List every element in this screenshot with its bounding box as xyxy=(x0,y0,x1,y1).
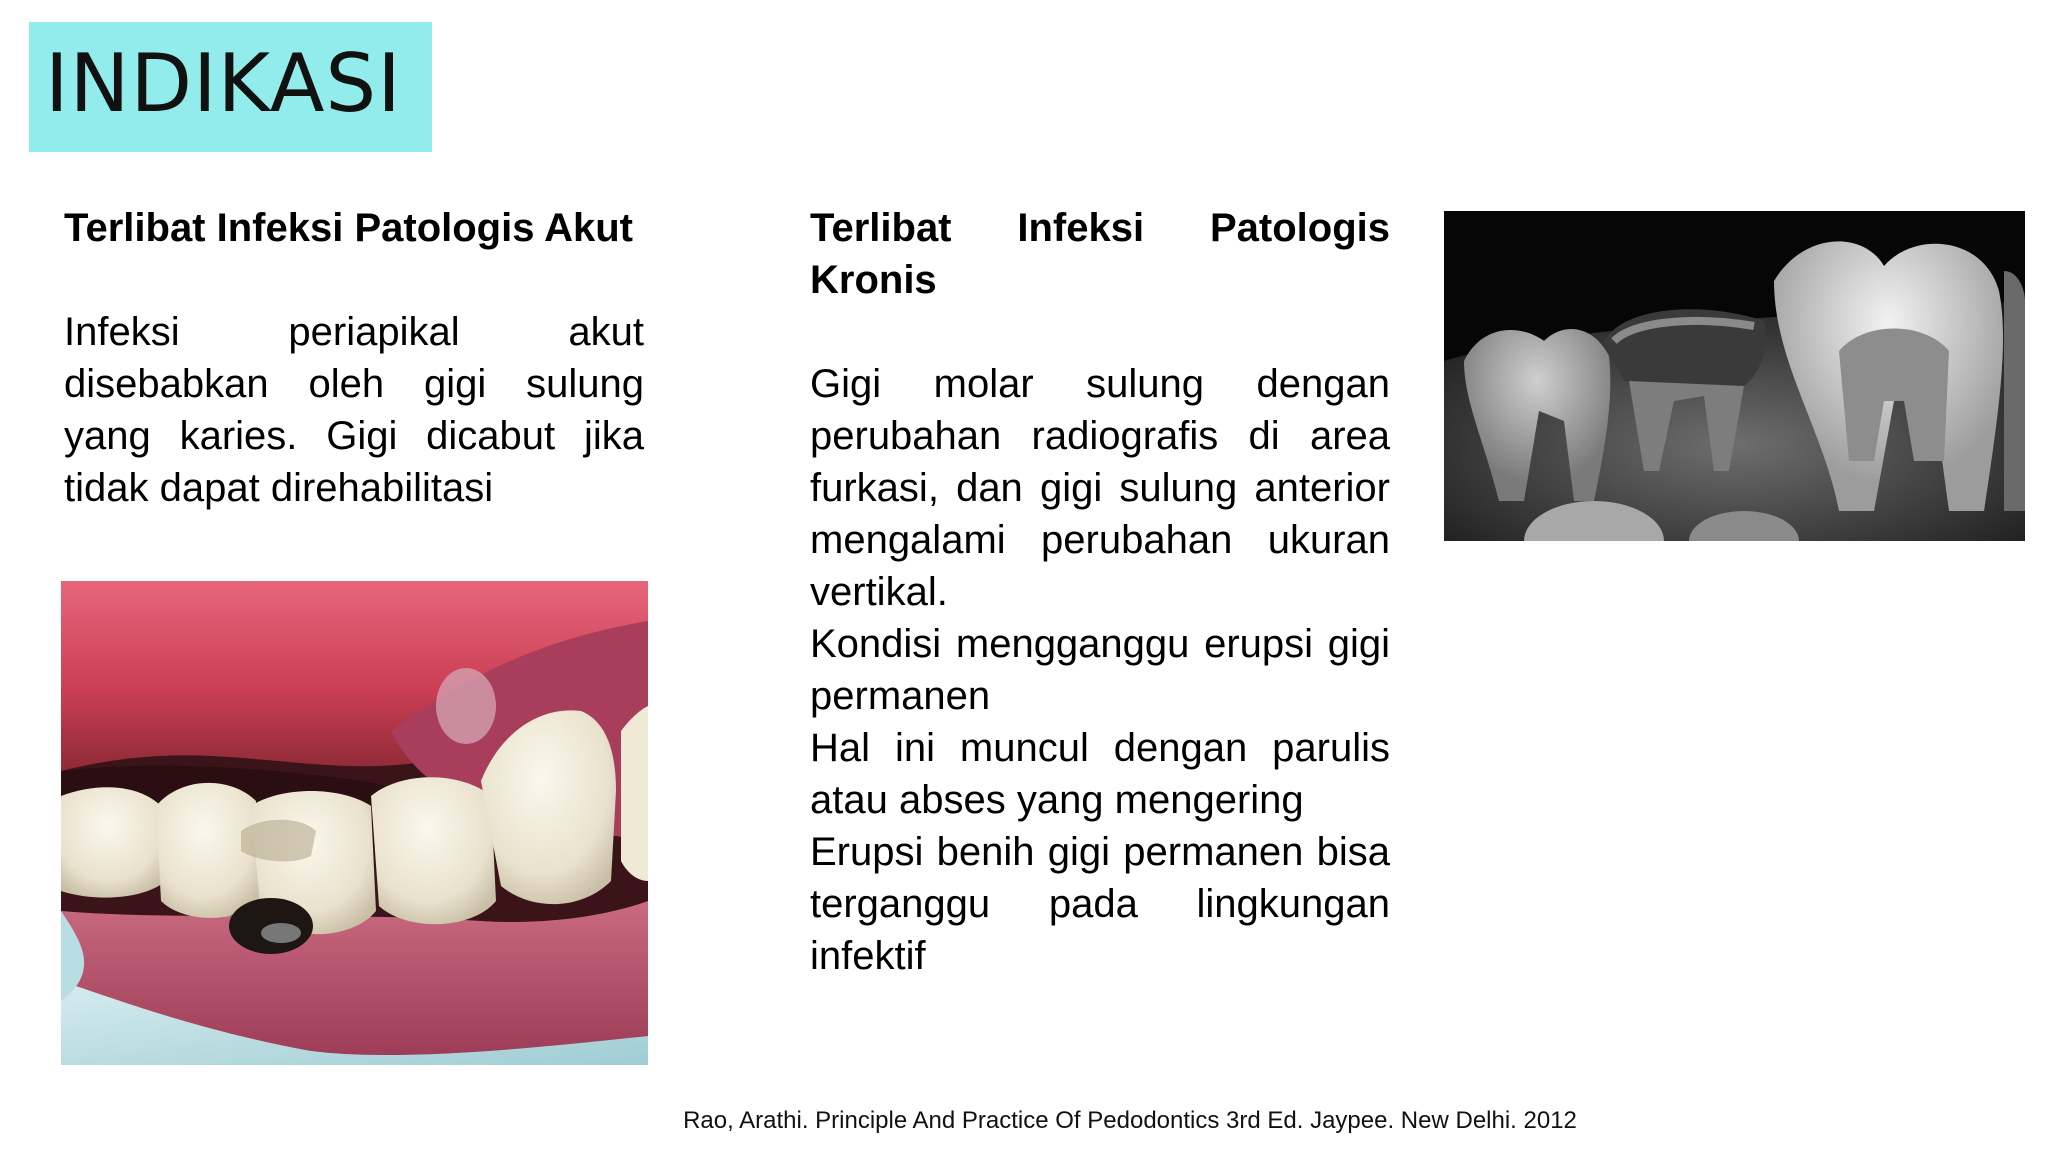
middle-paragraph-4: Erupsi benih gigi permanen bisa terganggu pada lingkungan infektif xyxy=(810,830,1390,978)
left-heading: Terlibat Infeksi Patologis Akut xyxy=(64,206,633,250)
middle-column xyxy=(810,202,1390,982)
clinical-photo-teeth-icon xyxy=(61,581,648,1065)
middle-heading: Terlibat Infeksi Patologis Kronis xyxy=(810,206,1390,302)
middle-paragraph-2: Kondisi mengganggu erupsi gigi permanen xyxy=(810,622,1390,718)
dental-xray-icon xyxy=(1444,211,2025,541)
slide-title: INDIKASI xyxy=(45,37,402,130)
middle-paragraph-3: Hal ini muncul dengan parulis atau abses yang mengering xyxy=(810,726,1390,822)
title-box xyxy=(29,22,432,152)
left-column xyxy=(64,202,644,514)
citation: Rao, Arathi. Principle And Practice Of Pedodontics 3rd Ed. Jaypee. New Delhi. 2012 xyxy=(683,1107,1577,1134)
left-paragraph: Infeksi periapikal akut disebabkan oleh gigi sulung yang karies. Gigi dicabut jika tidak dapat direhabilitasi xyxy=(64,310,644,510)
middle-paragraph-1: Gigi molar sulung dengan perubahan radiografis di area furkasi, dan gigi sulung anterior mengalami perubahan ukuran vertikal. xyxy=(810,362,1390,614)
